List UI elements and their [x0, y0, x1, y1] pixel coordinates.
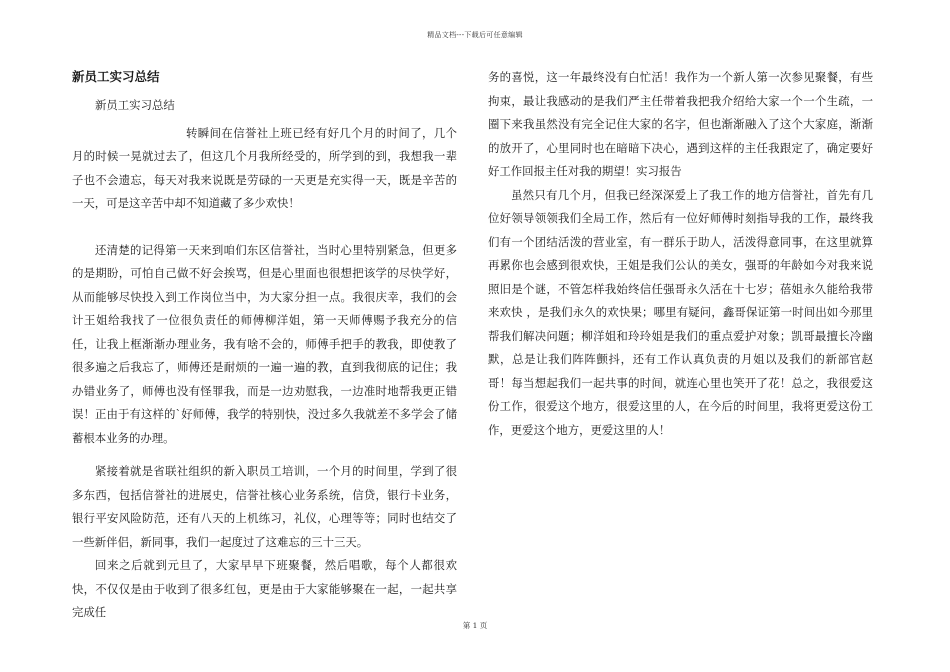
right-column	[488, 66, 873, 442]
paragraph-intro: 转瞬间在信誉社上班已经有好几个月的时间了，几个月的时候一晃就过去了，但这几个月我所经受的，所学到的到，我想我一辈子也不会遗忘，每天对我来说既是劳碌的一天更是充实得一天，既是辛苦的一天，可是这辛苦中却不知道藏了多少欢快！	[72, 125, 457, 210]
paragraph-continuation: 务的喜悦，这一年最终没有白忙活！我作为一个新人第一次参见聚餐，有些拘束，最让我感动的是我们严主任带着我把我介绍给大家一个一个生疏，一圈下来我虽然没有完全记住大家的名字，但也渐渐融入了这个大家庭，渐渐的放开了，心里同时也在暗暗下决心，遇到这样的主任我跟定了，确定要好好工作回报主任对我的期望！实习报告	[488, 70, 873, 178]
paragraph-conclusion: 虽然只有几个月，但我已经深深爱上了我工作的地方信誉社，首先有几位好领导领领我们全局工作，然后有一位好师傅时刻指导我的工作，最终我们有一个团结活泼的营业室，有一群乐于助人，活泼得意同事，在这里就算再累你也会感到很欢快，王姐是我们公认的美女，强哥的年龄如今对我来说照旧是个谜，不管怎样我始终信任强哥永久活在十七岁；蓓姐永久能给我带来欢快 ，是我们永久的欢快果；哪里有疑问，鑫哥保证第一时间出如今那里帮我们解决问题；柳洋姐和玲玲姐是我们的重点爱护对象；凯哥最擅长冷幽默，总是让我们阵阵颤抖，还有工作认真负责的月姐以及我们的新部官赵哥！每当想起我们一起共事的时间，就连心里也笑开了花！总之，我很爱这份工作，很爱这个地方，很爱这里的人，在今后的时间里，我将更爱这份工作，更爱这个地方，更爱这里的人！	[488, 187, 873, 437]
page-header: 精品文档---下载后可任意编辑	[427, 31, 523, 39]
paragraph-training: 紧接着就是省联社组织的新入职员工培训，一个月的时间里，学到了很多东西，包括信誉社的进展史，信誉社核心业务系统，信贷，银行卡业务，银行平安风险防范，还有八天的上机练习，礼仪，心理等等；同时也结交了一些新伴侣，新同事，我们一起度过了这难忘的三十三天。	[72, 464, 457, 549]
left-column	[72, 66, 457, 625]
paragraph-first-day: 还清楚的记得第一天来到咱们东区信誉社，当时心里特别紧急，但更多的是期盼，可怕自己做不好会挨骂，但是心里面也很想把该学的尽快学好，从而能够尽快投入到工作岗位当中，为大家分担一点。我很庆幸，我们的会计王姐给我找了一位很负责任的师傅柳洋姐，第一天师傅赐予我充分的信任，让我上框渐渐办理业务，我有啥不会的，师傅手把手的教我，即使教了很多遍之后我忘了，师傅还是耐烦的一遍一遍的教，直到我彻底的记住；我办错业务了，师傅也没有怪罪我，而是一边劝慰我，一边准时地帮我更正错误！正由于有这样的`好师傅，我学的特别快，没过多久我就差不多学会了储蓄根本业务的办理。	[72, 242, 457, 445]
paragraph-new-year: 回来之后就到元旦了，大家早早下班聚餐，然后唱歌，每个人都很欢快，不仅仅是由于收到了很多红包，更是由于大家能够聚在一起，一起共享完成任	[72, 558, 457, 619]
document-title: 新员工实习总结	[72, 69, 160, 84]
document-subtitle: 新员工实习总结	[95, 98, 175, 112]
page-number: 第 1 页	[462, 621, 488, 630]
